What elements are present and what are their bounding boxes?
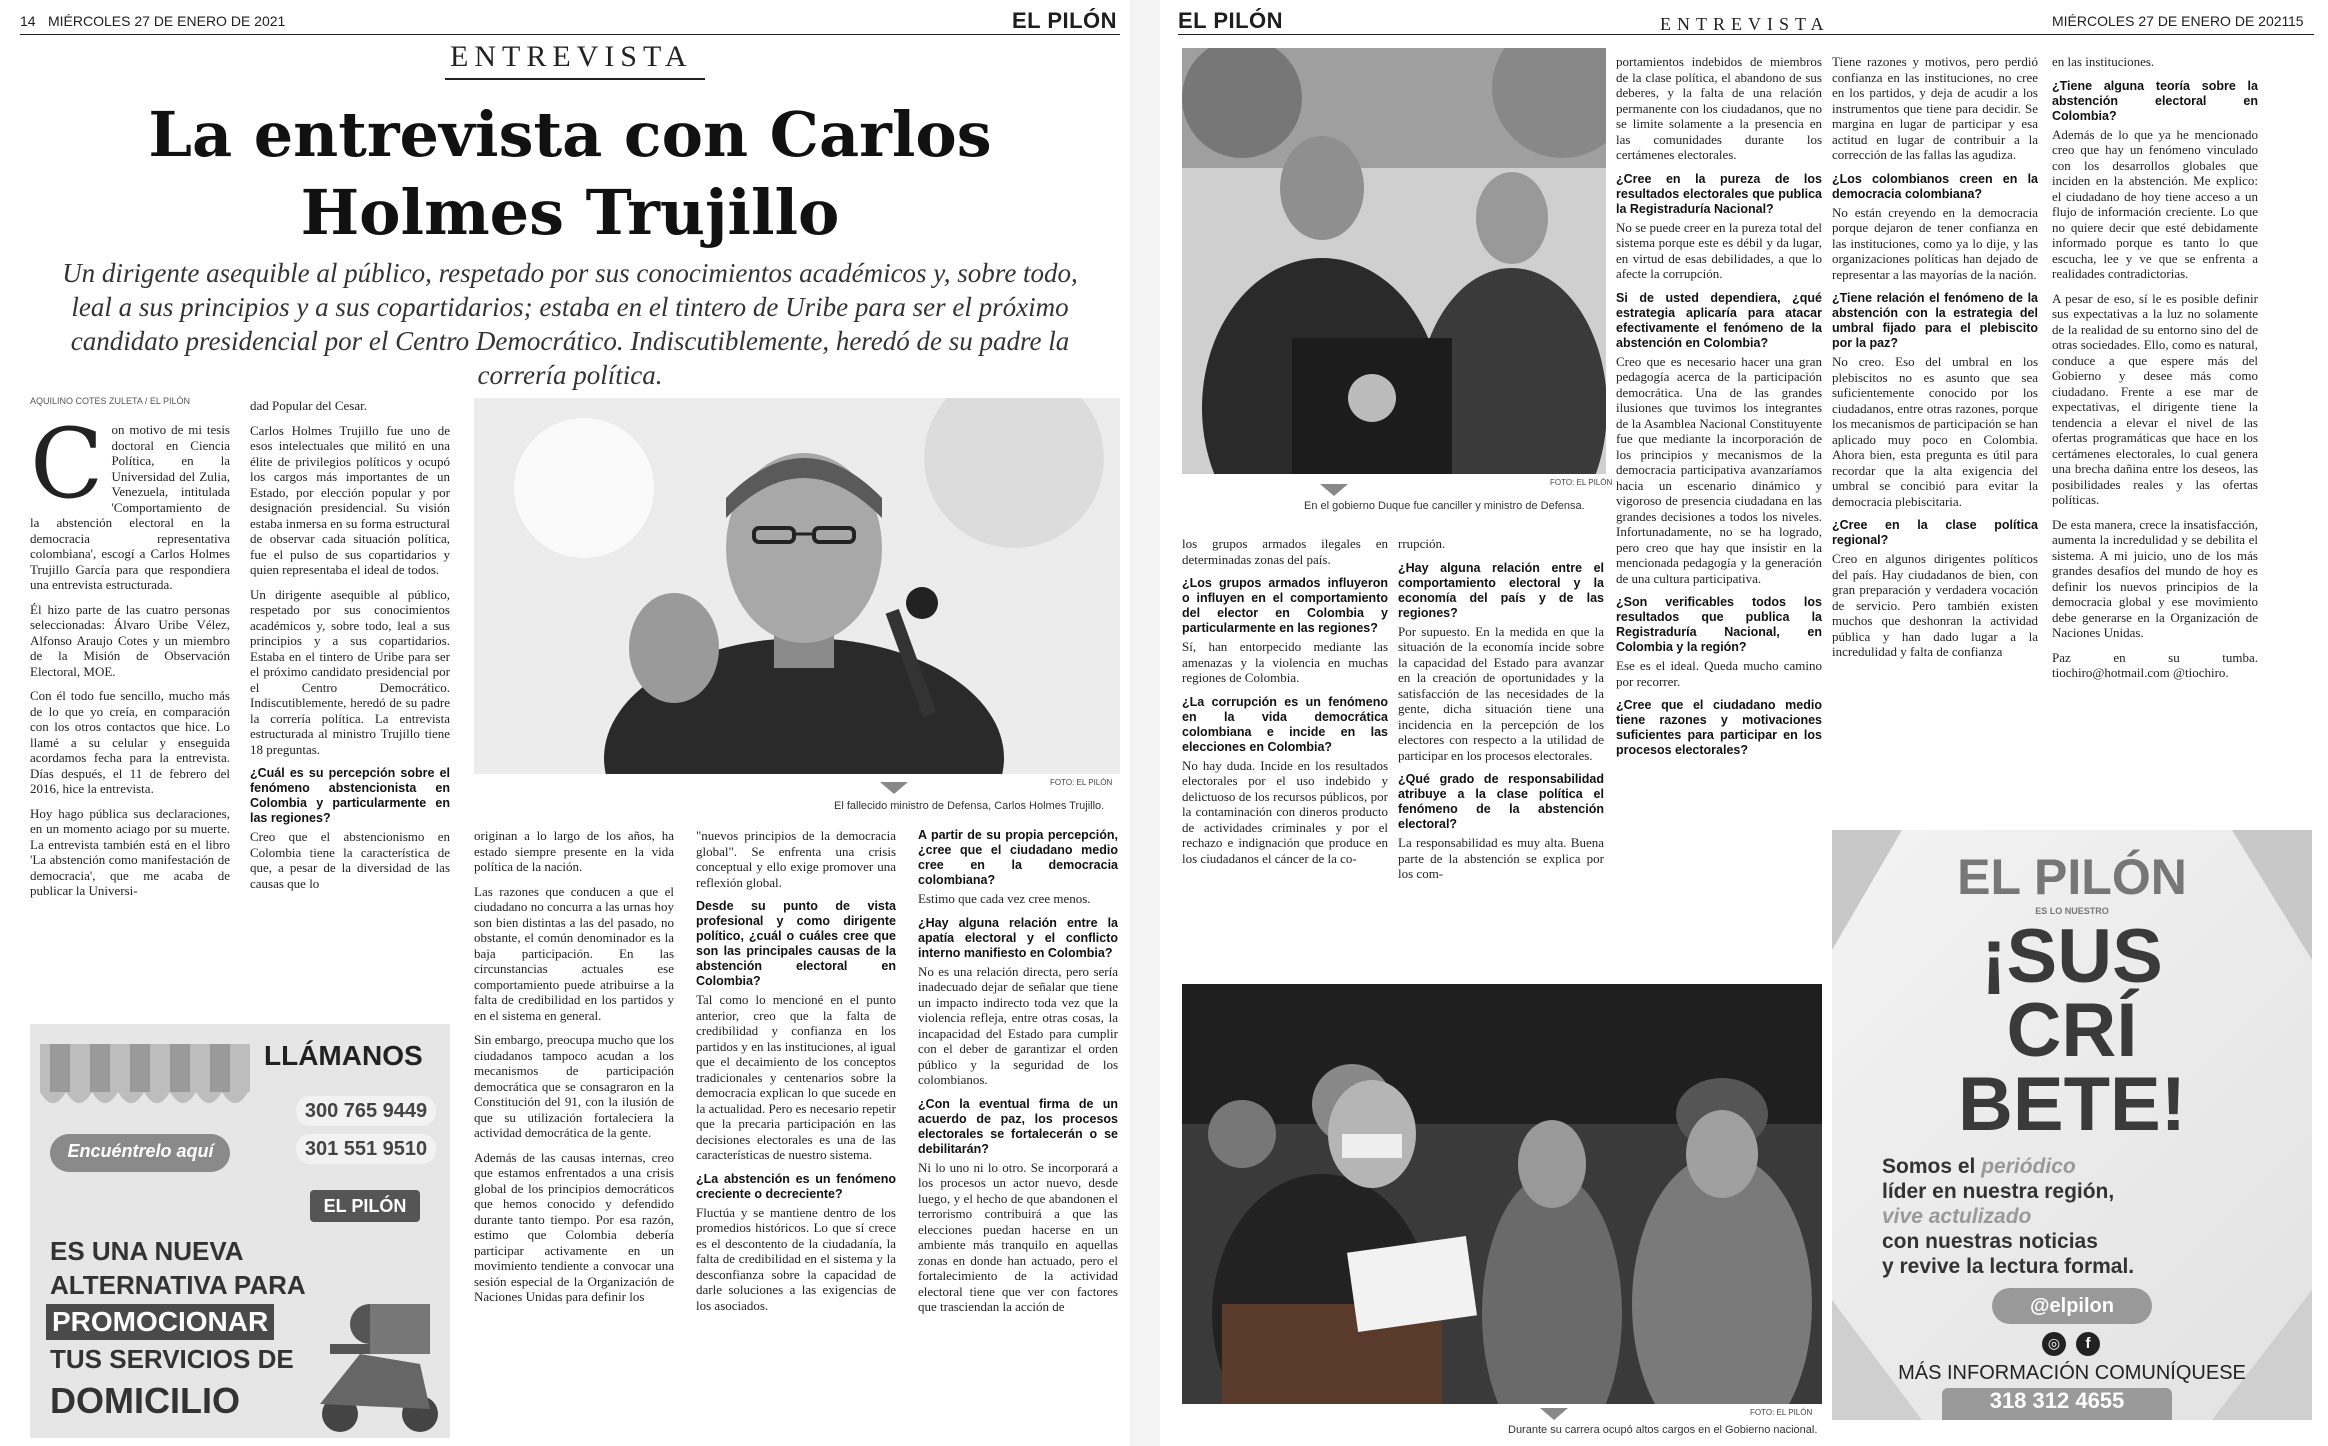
page-date: MIÉRCOLES 27 DE ENERO DE 2021 bbox=[48, 13, 286, 29]
article-column-1 bbox=[30, 422, 230, 1010]
dropcap: C bbox=[30, 422, 104, 520]
ad-awning-text: Encuéntrelo aquí bbox=[67, 1141, 214, 1161]
podium-illustration bbox=[1182, 48, 1606, 474]
paragraph: on motivo de mi tesis doctoral en Ciencia Política, en la Universidad del Zulia, Venezuela, intitulada 'Comportamiento de la abstención electoral en la democracia representativa colombiana', escogí a Carlos Holmes Trujillo García para que respondiera una entrevista estructurada. bbox=[30, 422, 230, 592]
header-rule bbox=[1178, 34, 2314, 35]
answer: No es una relación directa, pero sería inadecuado dejar de señalar que tiene un impacto indirecto toda vez que la violencia refleja, entre otras cosas, la incapacidad del Estado para cumplir con el deber de garantizar el orden público y la seguridad de los colombianos. bbox=[918, 963, 1118, 1087]
section-label: ENTREVISTA bbox=[450, 40, 693, 73]
delivery-ad[interactable] bbox=[30, 1024, 450, 1438]
ad-line-3: PROMOCIONAR bbox=[46, 1304, 274, 1340]
article-column-5 bbox=[918, 828, 1118, 1438]
interview-question: ¿La corrupción es un fenómeno en la vida democrática colombiana e incide en las elecciones en Colombia? bbox=[1182, 694, 1388, 754]
ad-line-5: DOMICILIO bbox=[50, 1380, 240, 1421]
ad-line-4: TUS SERVICIOS DE bbox=[50, 1344, 294, 1374]
section-underline bbox=[445, 78, 705, 80]
paragraph: A pesar de eso, sí le es posible definir sus expectativas a la luz no solamente de la realidad de su entorno sino del de otras sociedades. Ello, como es natural, conduce a que espere más del Gobierno y desee más como ciudadano. Frente a ese mar de expectativas, el dirigente tiene la tendencia a elevar el nivel de las ofertas programáticas que hace en los certámenes electorales, lo cual genera una brecha dañina entre los deseos, las posibilidades reales y las ofertas políticas. bbox=[2052, 290, 2258, 507]
ad-headline-2: CRÍ bbox=[2006, 988, 2138, 1073]
paragraph: los grupos armados ilegales en determinadas zonas del país. bbox=[1182, 536, 1388, 567]
interview-question: ¿Los grupos armados influyeron o influyen en el comportamiento del elector en Colombia y particularmente en las regiones? bbox=[1182, 576, 1388, 635]
answer: La responsabilidad es muy alta. Buena parte de la abstención se explica por los com- bbox=[1398, 835, 1604, 881]
answer: Estimo que cada vez cree menos. bbox=[918, 891, 1091, 906]
ad-line-5: y revive la lectura formal. bbox=[1882, 1255, 2135, 1278]
ad-logo: EL PILÓN bbox=[1957, 849, 2187, 905]
section-label: ENTREVISTA bbox=[1660, 14, 1830, 34]
paragraph: Además de las causas internas, creo que estamos enfrentados a una crisis global de los principios democráticos que hemos conocido y defendido durante tanto tiempo. Por esa razón, estimo que Colombia debería participar activamente en un movimiento tendiente a convocar una sesión especial de la Organización de Naciones Unidas para definir los bbox=[474, 1149, 674, 1304]
interview-question: ¿Hay alguna relación entre la apatía electoral y el conflicto interno manifiesto en Colombia? bbox=[918, 915, 1118, 960]
interview-question: ¿Cree en la pureza de los resultados electorales que publica la Registraduría Nacional? bbox=[1616, 171, 1822, 216]
interview-question: A partir de su propia percepción, ¿cree que el ciudadano medio cree en la democracia colombiana? bbox=[918, 828, 1118, 887]
paragraph: dad Popular del Cesar. bbox=[250, 398, 367, 413]
paragraph: Tiene razones y motivos, pero perdió confianza en las instituciones, no cree en los partidos, y deja de acudir a los instrumentos que tiene para decidir. Se margina en lugar de participar y esa actitud en lugar de contribuir a la corrección de las fallas las agudiza. bbox=[1832, 54, 2038, 162]
header-rule bbox=[20, 34, 1120, 35]
interview-question: ¿Cuál es su percepción sobre el fenómeno abstencionista en Colombia y particularmente en las regiones? bbox=[250, 766, 450, 825]
interview-question: Si de usted dependiera, ¿qué estrategia aplicaría para atacar efectivamente el fenómeno de la abstención en Colombia? bbox=[1616, 290, 1822, 350]
paragraph: en las instituciones. bbox=[2052, 54, 2155, 69]
interview-question: ¿Tiene alguna teoría sobre la abstención electoral en Colombia? bbox=[2052, 78, 2258, 123]
ad-headline-1: ¡SUS bbox=[1981, 914, 2163, 999]
answer: Creo que es necesario hacer una gran pedagogía acerca de la participación democrática. Una de las grandes ilusiones que tuvimos los integrantes de la Asamblea Nacional Constituyente fue que mediante la incorporación de los principios y mecanismos de la democracia participativa avanzaríamos hacia un escenario dinámico y vigoroso de presencia ciudadana en las grandes decisiones a todos los niveles. Infortunadamente, no se ha logrado, pero creo que hay que insistir en la mencionada pedagogía y la generación de una cultura participativa. bbox=[1616, 353, 1822, 586]
paragraph: rrupción. bbox=[1398, 536, 1446, 551]
ad-headline-3: BETE! bbox=[1958, 1062, 2186, 1147]
article-column-d bbox=[1832, 54, 2038, 814]
caption-pointer bbox=[1320, 484, 1348, 496]
left-page bbox=[0, 0, 1130, 1446]
article-column-c bbox=[1398, 536, 1604, 960]
interview-question: ¿Los colombianos creen en la democracia colombiana? bbox=[1832, 171, 2038, 201]
paragraph: Un dirigente asequible al público, respetado por sus conocimientos académicos y, sobre todo, leal a sus principios y a sus copartidarios. Estaba en el tintero de Uribe para ser el próximo candidato presidencial por el Centro Democrático. Indiscutiblemente, heredó de su padre la correría política. La entrevista estructurada al ministro Trujillo tiene 18 preguntas. bbox=[250, 586, 450, 757]
interview-question: ¿Hay alguna relación entre el comportamiento electoral y la economía del país y de las regiones? bbox=[1398, 560, 1604, 620]
author-contact: Paz en su tumba. tiochiro@hotmail.com @tiochiro. bbox=[2052, 649, 2258, 680]
ad-phone-2[interactable]: 301 551 9510 bbox=[296, 1134, 436, 1164]
ad-info: MÁS INFORMACIÓN COMUNÍQUESE bbox=[1898, 1362, 2246, 1384]
caption-pointer bbox=[880, 782, 908, 794]
answer: No hay duda. Incide en los resultados electorales por el uso indebido y delictuoso de los recursos públicos, por la contaminación con dineros producto de actividades criminales y por el rechazo e indignación que produce en los ciudadanos el cáncer de la co- bbox=[1182, 757, 1388, 866]
answer: Ni lo uno ni lo otro. Se incorporará a los procesos un actor nuevo, desde luego, y el hecho de que abandonen el terrorismo contribuirá a que las elecciones puedan hacerse en un ambiente más tranquilo en aquellas zonas en donde han actuado, pero el fortalecimiento de la actividad electoral tiene que ver con factores que trasciendan la acción de bbox=[918, 1159, 1118, 1314]
paragraph: Él hizo parte de las cuatro personas seleccionadas: Álvaro Uribe Vélez, Alfonso Araujo Cotes y un miembro de la Misión de Observación Electoral, MOE. bbox=[30, 601, 230, 679]
answer: Además de lo que ya he mencionado creo que hay un fenómeno vinculado con los desarrollos globales que inciden en la abstención. Me explico: el ciudadano de hoy tiene acceso a un flujo de información creciente. Lo que no quiere decir que esté debidamente informado porque es tanto lo que escucha, lee y ve que se enfrenta a realidades contradictorias. bbox=[2052, 126, 2258, 281]
photo-credit: FOTO: EL PILÓN bbox=[1750, 1408, 1813, 1417]
paragraph: Carlos Holmes Trujillo fue uno de esos intelectuales que militó en una élite de privilegios políticos y ocupó los cargos más importantes de un Estado, por elección popular y por designación presidencial. Su visión estaba inmersa en su forma estructural de observar cada situación política, fue el pulso de sus copartidarios y quien representaba el ideal de todos. bbox=[250, 422, 450, 577]
ad-line-1: ES UNA NUEVA bbox=[50, 1236, 244, 1266]
ad-tagline: ES LO NUESTRO bbox=[2035, 906, 2109, 916]
ceremony-photo bbox=[1182, 984, 1822, 1404]
ad-call-label: LLÁMANOS bbox=[264, 1040, 423, 1071]
interview-question: ¿Son verificables todos los resultados que publica la Registraduría Nacional, en Colombia y la región? bbox=[1616, 595, 1822, 654]
answer: No se puede creer en la pureza total del sistema porque este es débil y da lugar, en virtud de esas debilidades, a que lo afecte la corrupción. bbox=[1616, 219, 1822, 281]
paragraph: De esta manera, crece la insatisfacción, aumenta la incredulidad y se debilita el sistema. A mi juicio, uno de los más grandes desafíos del mundo de hoy es definir los nuevos principios de la democracia global y ese movimiento debe generarse en la Organización de Naciones Unidas. bbox=[2052, 516, 2258, 640]
answer: Sí, han entorpecido mediante las amenazas y la violencia en muchas regiones de Colombia. bbox=[1182, 639, 1388, 685]
interview-question: Desde su punto de vista profesional y como dirigente político, ¿cuál o cuáles cree que son las principales causas de la abstención electoral en Colombia? bbox=[696, 899, 896, 988]
paragraph: originan a lo largo de los años, ha estado siempre presente en la vida política de la nación. bbox=[474, 828, 674, 874]
paragraph: Hoy hago pública sus declaraciones, en un momento aciago por su muerte. La entrevista también está en el libro 'La abstención como manifestación de democracia', que me acaba de publicar la Universi- bbox=[30, 805, 230, 898]
page-number: 15 bbox=[2288, 13, 2304, 29]
paragraph: "nuevos principios de la democracia global". Se enfrenta una crisis conceptual y ello exige promover una reflexión global. bbox=[696, 828, 896, 890]
article-column-4 bbox=[696, 828, 896, 1438]
answer: No creo. Eso del umbral en los plebiscitos no es asunto que sea suficientemente conocido por los ciudadanos, entre otras razones, porque los mecanismos de participación se han aplicado muy poco en Colombia. Ahora bien, esta pregunta es útil para recordar que la alta exigencia del umbral se concibió para evitar la democracia plebiscitaria. bbox=[1832, 354, 2038, 509]
paragraph: Con él todo fue sencillo, mucho más de lo que yo creía, en comparación con los otros contactos que hice. Lo llamé a su celular y enseguida acordamos fecha para la entrevista. Días después, el 11 de febrero del 2016, hice la entrevista. bbox=[30, 688, 230, 796]
photo-caption: El fallecido ministro de Defensa, Carlos Holmes Trujillo. bbox=[834, 800, 1105, 812]
paragraph: Las razones que conducen a que el ciudadano no concurra a las urnas hoy son bien distintas a las del pasado, no obstante, el común denominador es la baja participación. En las circunstancias actuales ese comportamiento puede atribuirse a la falta de credibilidad en los partidos y en el sistema en general. bbox=[474, 883, 674, 1023]
photo-credit: FOTO: EL PILÓN bbox=[1050, 778, 1113, 787]
interview-question: ¿Cree en la clase política regional? bbox=[1832, 518, 2038, 547]
instagram-icon[interactable]: ◎ bbox=[2042, 1332, 2066, 1356]
ad-background bbox=[30, 1024, 450, 1438]
page-gutter bbox=[1130, 0, 1160, 1446]
masthead-logo: EL PILÓN bbox=[1178, 8, 1284, 33]
photo-credit: FOTO: EL PILÓN bbox=[1550, 478, 1613, 487]
photo-caption: Durante su carrera ocupó altos cargos en el Gobierno nacional. bbox=[1508, 1424, 1818, 1436]
ad-line-2: ALTERNATIVA PARA bbox=[50, 1270, 306, 1300]
ad-line-4: con nuestras noticias bbox=[1882, 1230, 2098, 1253]
portrait-photo bbox=[474, 398, 1120, 774]
ad-logo: EL PILÓN bbox=[310, 1190, 420, 1222]
interview-question: ¿Cree que el ciudadano medio tiene razones y motivaciones suficientes para participar en los procesos electorales? bbox=[1616, 698, 1822, 757]
subscribe-ad[interactable] bbox=[1832, 830, 2312, 1420]
ad-line-3: vive actulizado bbox=[1882, 1205, 2032, 1228]
page-date: MIÉRCOLES 27 DE ENERO DE 2021 bbox=[2052, 13, 2290, 29]
right-page bbox=[1160, 0, 2328, 1446]
ad-line-2: líder en nuestra región, bbox=[1882, 1180, 2115, 1203]
paragraph: Sin embargo, preocupa mucho que los ciudadanos tampoco acudan a los mecanismos de participación democrática que se consagraron en la Constitución del 91, con la ilusión de que su utilización fortaleciera la actividad democrática de la gente. bbox=[474, 1032, 674, 1140]
facebook-icon[interactable]: f bbox=[2076, 1332, 2100, 1356]
article-column-3 bbox=[474, 828, 674, 1438]
masthead-logo: EL PILÓN bbox=[1012, 8, 1118, 33]
answer: Ese es el ideal. Queda mucho camino por recorrer. bbox=[1616, 658, 1822, 689]
caption-pointer bbox=[1540, 1408, 1568, 1420]
interview-question: ¿Con la eventual firma de un acuerdo de paz, los procesos electorales se fortalecerán o se debilitarán? bbox=[918, 1096, 1118, 1156]
answer: Fluctúa y se mantiene dentro de los promedios históricos. Lo que sí crece es el descontento de la ciudadanía, la falta de credibilidad en el sistema y la desconfianza sobre la capacidad de darle soluciones a las exigencias de los asociados. bbox=[696, 1204, 896, 1313]
interview-question: ¿Tiene relación el fenómeno de la abstención con la estrategia del umbral fijado para el plebiscito por la paz? bbox=[1832, 291, 2038, 350]
answer: Por supuesto. En la medida en que la situación de la economía incide sobre la capacidad del Estado para avanzar en la creación de oportunidades y la satisfacción de las necesidades de la gente, dicha situación tiene una incidencia en la percepción de los electores con respecto a la utilidad de participar en los procesos electorales. bbox=[1398, 623, 1604, 763]
ad-phone-box[interactable] bbox=[1942, 1388, 2172, 1420]
article-column-b bbox=[1616, 54, 1822, 974]
article-column-2 bbox=[250, 398, 450, 1010]
answer: Tal como lo mencioné en el punto anterior, creo que la falta de credibilidad y confianza en los partidos y en las instituciones, al igual que el decaimiento de los conceptos tradicionales y centenarios sobre la democracia explican lo que sucede en la actualidad. Pero es necesario repetir que la precaria participación en las decisiones electorales es una de las características de nuestro sistema. bbox=[696, 992, 896, 1162]
interview-question: ¿Qué grado de responsabilidad atribuye a la clase política el fenómeno de la abstención electoral? bbox=[1398, 772, 1604, 831]
article-column-a bbox=[1182, 536, 1388, 960]
interview-question: ¿La abstención es un fenómeno creciente o decreciente? bbox=[696, 1171, 896, 1201]
byline: AQUILINO COTES ZULETA / EL PILÓN bbox=[30, 396, 191, 406]
ad-social-handle[interactable]: @elpilon bbox=[1992, 1288, 2152, 1324]
paragraph: portamientos indebidos de miembros de la clase política, el abandono de sus deberes, y la falta de una relación permanente con los ciudadanos, que no se limite solamente a la presencia en las comunidades durante los certámenes electorales. bbox=[1616, 54, 1822, 162]
page-number: 14 bbox=[20, 13, 36, 29]
ad-line-1: Somos el periódico bbox=[1882, 1155, 2076, 1178]
answer: Creo en algunos dirigentes políticos del país. Hay ciudadanos de bien, con gran preparación y verdadera vocación de servicio. Pero también existen muchos que deshonran la actividad pública y han dado lugar a la incredulidad y falta de confianza bbox=[1832, 551, 2038, 659]
deck: Un dirigente asequible al público, respetado por sus conocimientos académicos y, sobre todo, leal a sus principios y a sus copartidarios; estaba en el tintero de Uribe para ser el próximo candidato presidencial por el Centro Democrático. Indiscutiblemente, heredó de su padre la correría política. bbox=[62, 258, 1078, 390]
ceremony-illustration bbox=[1182, 984, 1822, 1404]
podium-photo bbox=[1182, 48, 1606, 474]
article-column-e bbox=[2052, 54, 2258, 814]
portrait-illustration bbox=[474, 398, 1120, 774]
answer: Creo que el abstencionismo en Colombia tiene la característica de que, a pesar de la diversidad de las causas que lo bbox=[250, 829, 450, 891]
answer: No están creyendo en la democracia porque dejaron de tener confianza en las instituciones, como ya lo dije, y las organizaciones políticas han dejado de representar a las mayorías de la nación. bbox=[1832, 204, 2038, 282]
ad-phone-1[interactable]: 318 312 4655 bbox=[1989, 1388, 2125, 1413]
photo-caption: En el gobierno Duque fue canciller y ministro de Defensa. bbox=[1304, 500, 1585, 512]
headline: La entrevista con Carlos Holmes Trujillo bbox=[148, 98, 992, 249]
ad-phone-1[interactable]: 300 765 9449 bbox=[296, 1096, 436, 1126]
